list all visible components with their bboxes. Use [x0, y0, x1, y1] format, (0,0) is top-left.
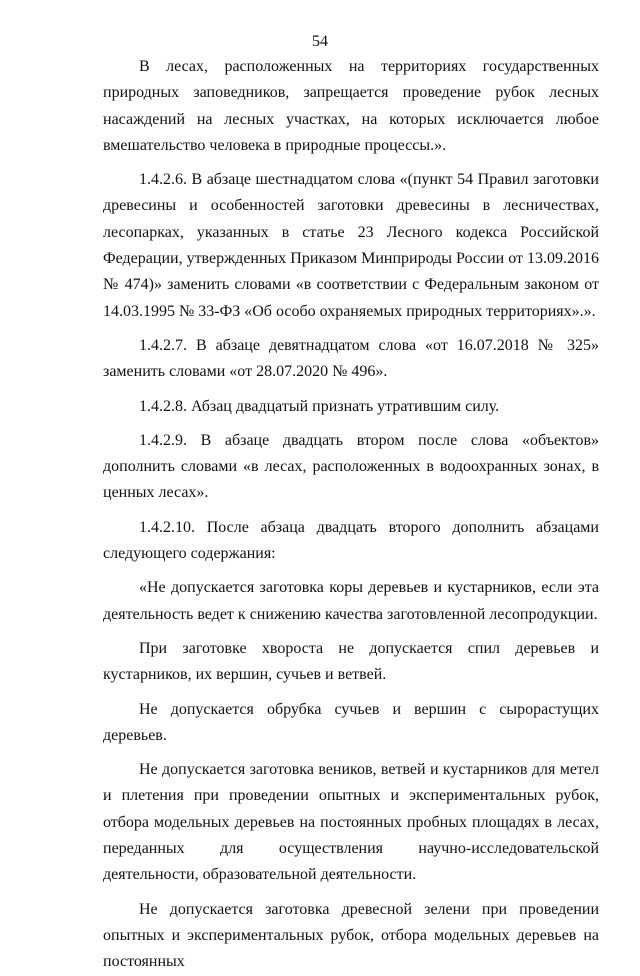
paragraph-brushwood: При заготовке хвороста не допускается спил деревьев и кустарников, их вершин, сучьев и ветвей. [103, 639, 599, 684]
paragraph-branch-pruning: Не допускается обрубка сучьев и вершин с сырорастущих деревьев. [103, 700, 599, 744]
paragraph-1-4-2-7: 1.4.2.7. В абзаце девятнадцатом слова «от 16.07.2018 № 325» заменить словами «от 28.07.2020 № 496». [103, 336, 599, 381]
paragraph-1-4-2-9: 1.4.2.9. В абзаце двадцать втором после слова «объектов» дополнить словами «в лесах, расположенных в водоохранных зонах, в ценных лесах». [103, 431, 599, 502]
paragraph-greenery: Не допускается заготовка древесной зелени при проведении опытных и экспериментальных рубок, отбора модельных деревьев на постоянных [103, 900, 599, 971]
paragraph-brooms: Не допускается заготовка веников, ветвей и кустарников для метел и плетения при проведении опытных и экспериментальных рубок, отбора модельных деревьев на постоянных пробных площадях в лесах, переданных для осуществления научно-исследовательской деятельности, образовательной деятельности. [103, 761, 599, 884]
paragraph-1-4-2-10: 1.4.2.10. После абзаца двадцать второго дополнить абзацами следующего содержания: [103, 518, 599, 563]
paragraph-zapovedniki: В лесах, расположенных на территориях государственных природных заповедников, запрещается проведение рубок лесных насаждений на лесных участках, на которых исключается любое вмешательство человека в природные процессы.». [103, 58, 599, 154]
paragraph-bark-harvest: «Не допускается заготовка коры деревьев и кустарников, если эта деятельность ведет к снижению качества заготовленной лесопродукции. [103, 579, 599, 623]
paragraph-1-4-2-6: 1.4.2.6. В абзаце шестнадцатом слова «(пункт 54 Правил заготовки древесины и особенностей заготовки древесины в лесничествах, лесопарках, указанных в статье 23 Лесного кодекса Российской Федерации, утвержденных Приказом Минприроды России от 13.09.2016 № 474)» заменить словами «в соответствии с Федеральным законом от 14.03.1995 № 33-ФЗ «Об особо охраняемых природных территориях».». [103, 171, 599, 320]
page-number: 54 [312, 33, 328, 50]
document-body [103, 54, 599, 976]
paragraph-1-4-2-8: 1.4.2.8. Абзац двадцатый признать утратившим силу. [139, 397, 500, 415]
